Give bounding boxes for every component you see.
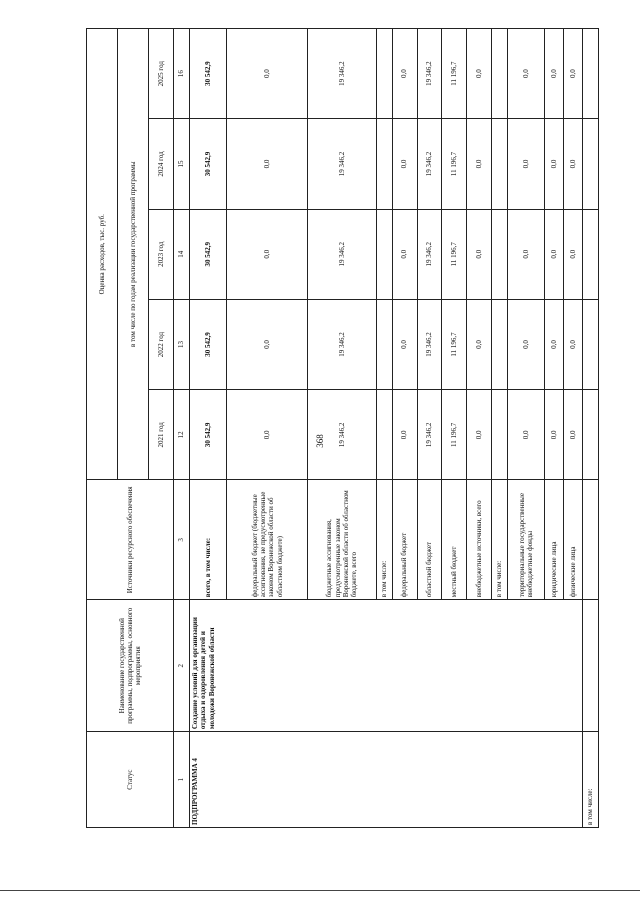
value-cell: 19 346,2 xyxy=(417,29,442,119)
value-cell: 0,0 xyxy=(467,119,492,209)
value-cell: 0,0 xyxy=(508,119,545,209)
header-by-years: в том числе по годам реализации государственной программы xyxy=(118,29,149,480)
value-cell xyxy=(492,209,508,299)
header-year: 2024 год xyxy=(149,119,174,209)
header-status: Статус xyxy=(87,732,174,828)
program-status: ПОДПРОГРАММА 4 xyxy=(190,732,583,828)
value-cell: 11 196,7 xyxy=(442,209,467,299)
value-cell: 0,0 xyxy=(392,209,417,299)
value-cell: 11 196,7 xyxy=(442,29,467,119)
value-cell: 0,0 xyxy=(392,29,417,119)
header-name: Наименование государственной программы, подпрограммы, основного мероприятия xyxy=(87,600,174,732)
empty-cell xyxy=(582,390,598,480)
value-cell: 0,0 xyxy=(545,119,564,209)
value-cell: 0,0 xyxy=(392,299,417,389)
value-cell xyxy=(376,390,392,480)
value-cell: 19 346,2 xyxy=(308,299,376,389)
value-cell xyxy=(376,299,392,389)
value-cell xyxy=(492,299,508,389)
empty-cell xyxy=(582,119,598,209)
value-cell: 0,0 xyxy=(545,390,564,480)
table-row xyxy=(582,29,598,828)
value-cell xyxy=(492,390,508,480)
empty-cell xyxy=(582,29,598,119)
source-cell: территориальные государственные внебюджетные фонды xyxy=(508,480,545,600)
value-cell: 0,0 xyxy=(545,299,564,389)
value-cell: 0,0 xyxy=(467,29,492,119)
value-cell: 30 542,9 xyxy=(190,390,227,480)
value-cell xyxy=(376,29,392,119)
value-cell xyxy=(492,119,508,209)
source-cell: федеральный бюджет (бюджетные ассигнования, не предусмотренные законом Воронежской области об областном бюджете) xyxy=(227,480,308,600)
col-number: 16 xyxy=(173,29,189,119)
value-cell: 0,0 xyxy=(545,209,564,299)
header-year: 2021 год xyxy=(149,390,174,480)
col-number: 1 xyxy=(173,732,189,828)
col-number: 3 xyxy=(173,480,189,600)
program-name: Создание условий для организации отдыха и оздоровления детей и молодежи Воронежской области xyxy=(190,600,583,732)
value-cell: 30 542,9 xyxy=(190,29,227,119)
footer-note: в том числе: xyxy=(582,732,598,828)
source-cell: в том числе: xyxy=(492,480,508,600)
value-cell: 0,0 xyxy=(508,209,545,299)
source-cell: областной бюджет xyxy=(417,480,442,600)
value-cell: 19 346,2 xyxy=(308,209,376,299)
value-cell: 0,0 xyxy=(564,390,583,480)
table-row xyxy=(190,29,227,828)
source-cell: бюджетные ассигнования, предусмотренные законом Воронежской области об областном бюджете, всего xyxy=(308,480,376,600)
source-cell: внебюджетные источники, всего xyxy=(467,480,492,600)
source-cell: физические лица xyxy=(564,480,583,600)
empty-cell xyxy=(582,480,598,600)
page-divider xyxy=(0,890,640,891)
value-cell: 0,0 xyxy=(467,390,492,480)
header-estimate: Оценка расходов, тыс. руб. xyxy=(87,29,118,480)
empty-cell xyxy=(582,299,598,389)
value-cell: 19 346,2 xyxy=(417,299,442,389)
col-number: 15 xyxy=(173,119,189,209)
value-cell: 19 346,2 xyxy=(308,119,376,209)
value-cell: 0,0 xyxy=(467,209,492,299)
source-cell: федеральный бюджет xyxy=(392,480,417,600)
value-cell: 30 542,9 xyxy=(190,209,227,299)
value-cell: 19 346,2 xyxy=(308,390,376,480)
value-cell: 19 346,2 xyxy=(417,390,442,480)
value-cell xyxy=(376,119,392,209)
value-cell: 0,0 xyxy=(467,299,492,389)
value-cell xyxy=(492,29,508,119)
value-cell: 0,0 xyxy=(227,119,308,209)
value-cell: 0,0 xyxy=(564,299,583,389)
value-cell: 30 542,9 xyxy=(190,119,227,209)
col-number: 2 xyxy=(173,600,189,732)
source-cell: юридические лица xyxy=(545,480,564,600)
value-cell: 0,0 xyxy=(508,390,545,480)
col-number: 13 xyxy=(173,299,189,389)
source-cell: местный бюджет xyxy=(442,480,467,600)
value-cell: 11 196,7 xyxy=(442,390,467,480)
source-cell: всего, в том числе: xyxy=(190,480,227,600)
value-cell: 19 346,2 xyxy=(417,209,442,299)
rotated-expense-table xyxy=(86,28,599,828)
value-cell: 0,0 xyxy=(227,299,308,389)
value-cell: 19 346,2 xyxy=(417,119,442,209)
value-cell: 11 196,7 xyxy=(442,299,467,389)
value-cell: 0,0 xyxy=(564,29,583,119)
value-cell: 0,0 xyxy=(392,390,417,480)
col-number: 12 xyxy=(173,390,189,480)
header-year: 2023 год xyxy=(149,209,174,299)
header-year: 2025 год xyxy=(149,29,174,119)
value-cell: 0,0 xyxy=(508,29,545,119)
source-cell: в том числе: xyxy=(376,480,392,600)
value-cell: 0,0 xyxy=(564,119,583,209)
value-cell: 19 346,2 xyxy=(308,29,376,119)
value-cell: 0,0 xyxy=(545,29,564,119)
value-cell xyxy=(376,209,392,299)
header-sources: Источники ресурсного обеспечения xyxy=(87,480,174,600)
value-cell: 0,0 xyxy=(227,209,308,299)
value-cell: 0,0 xyxy=(227,29,308,119)
page-number: 368 xyxy=(315,434,325,448)
col-number: 14 xyxy=(173,209,189,299)
value-cell: 0,0 xyxy=(508,299,545,389)
value-cell: 0,0 xyxy=(392,119,417,209)
empty-cell xyxy=(582,600,598,732)
value-cell: 30 542,9 xyxy=(190,299,227,389)
header-year: 2022 год xyxy=(149,299,174,389)
value-cell: 0,0 xyxy=(564,209,583,299)
value-cell: 11 196,7 xyxy=(442,119,467,209)
empty-cell xyxy=(582,209,598,299)
expense-table xyxy=(86,28,599,828)
value-cell: 0,0 xyxy=(227,390,308,480)
